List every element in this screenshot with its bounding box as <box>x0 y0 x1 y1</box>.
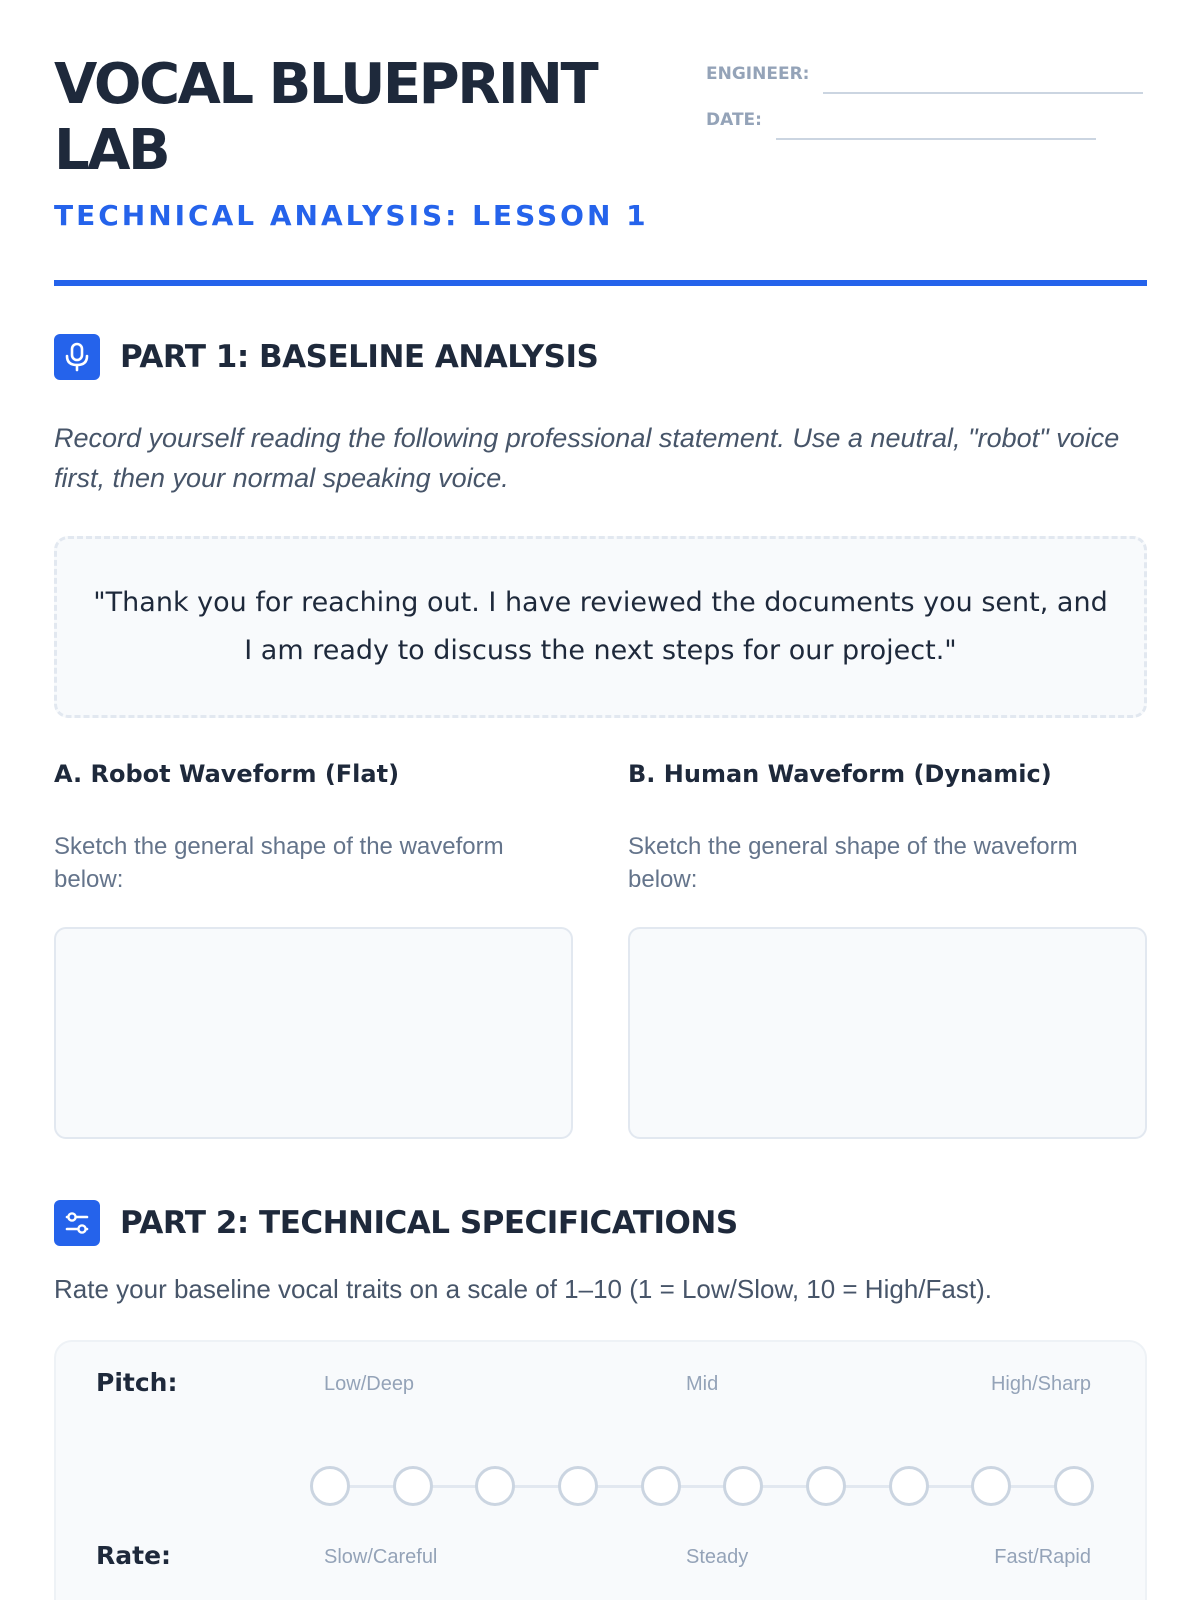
statement-text: "Thank you for reaching out. I have reviewed the documents you sent, and I am ready to discuss the next steps for our project." <box>93 587 1108 666</box>
robot-waveform-sketch-area[interactable] <box>54 927 573 1139</box>
rating-card <box>54 1340 1147 1600</box>
pitch-high-label: High/Sharp <box>990 1373 1091 1395</box>
human-waveform-hint: Sketch the general shape of the waveform below: <box>628 833 1078 893</box>
engineer-row <box>706 54 1143 94</box>
trait-rate-label: Rate: <box>96 1541 172 1570</box>
human-waveform-sketch-area[interactable] <box>628 927 1147 1139</box>
pitch-rating-2[interactable] <box>393 1466 433 1506</box>
trait-pitch-label: Pitch: <box>96 1368 178 1397</box>
page-subtitle: TECHNICAL ANALYSIS: LESSON 1 <box>54 199 649 232</box>
date-field[interactable] <box>776 100 1096 140</box>
human-waveform-title: B. Human Waveform (Dynamic) <box>628 760 1052 788</box>
pitch-rating-7[interactable] <box>806 1466 846 1506</box>
pitch-rating-9[interactable] <box>971 1466 1011 1506</box>
rate-mid-label: Steady <box>686 1546 749 1568</box>
robot-waveform-hint: Sketch the general shape of the waveform below: <box>54 833 504 893</box>
page-title: VOCAL BLUEPRINT LAB <box>54 52 597 183</box>
part2-instructions: Rate your baseline vocal traits on a scale of 1–10 (1 = Low/Slow, 10 = High/Fast). <box>54 1274 992 1304</box>
rate-high-label: Fast/Rapid <box>994 1546 1091 1568</box>
pitch-scale <box>310 1466 1094 1506</box>
robot-waveform-title: A. Robot Waveform (Flat) <box>54 760 400 788</box>
part2-title: PART 2: TECHNICAL SPECIFICATIONS <box>120 1205 738 1241</box>
part1-title: PART 1: BASELINE ANALYSIS <box>120 339 599 375</box>
part1-instructions: Record yourself reading the following professional statement. Use a neutral, "robot" voice first, then your normal speaking voice. <box>54 423 1120 493</box>
engineer-field[interactable] <box>823 54 1143 94</box>
engineer-label: ENGINEER: <box>706 64 810 84</box>
pitch-scale-track <box>330 1485 1074 1488</box>
pitch-rating-8[interactable] <box>889 1466 929 1506</box>
sliders-icon <box>54 1200 100 1246</box>
part2-heading <box>54 1200 738 1246</box>
rate-low-label: Slow/Careful <box>324 1546 438 1568</box>
date-row <box>706 100 1096 140</box>
pitch-rating-5[interactable] <box>641 1466 681 1506</box>
date-label: DATE: <box>706 110 762 130</box>
pitch-rating-10[interactable] <box>1054 1466 1094 1506</box>
statement-box <box>54 536 1147 718</box>
part1-heading <box>54 334 598 380</box>
header-divider <box>54 280 1147 286</box>
human-waveform-column <box>628 760 1147 1139</box>
pitch-mid-label: Mid <box>686 1373 719 1395</box>
pitch-low-label: Low/Deep <box>324 1373 415 1395</box>
pitch-rating-4[interactable] <box>558 1466 598 1506</box>
microphone-icon <box>54 334 100 380</box>
pitch-rating-3[interactable] <box>475 1466 515 1506</box>
pitch-rating-1[interactable] <box>310 1466 350 1506</box>
robot-waveform-column <box>54 760 573 1139</box>
worksheet-page <box>54 0 1147 1600</box>
pitch-rating-6[interactable] <box>723 1466 763 1506</box>
